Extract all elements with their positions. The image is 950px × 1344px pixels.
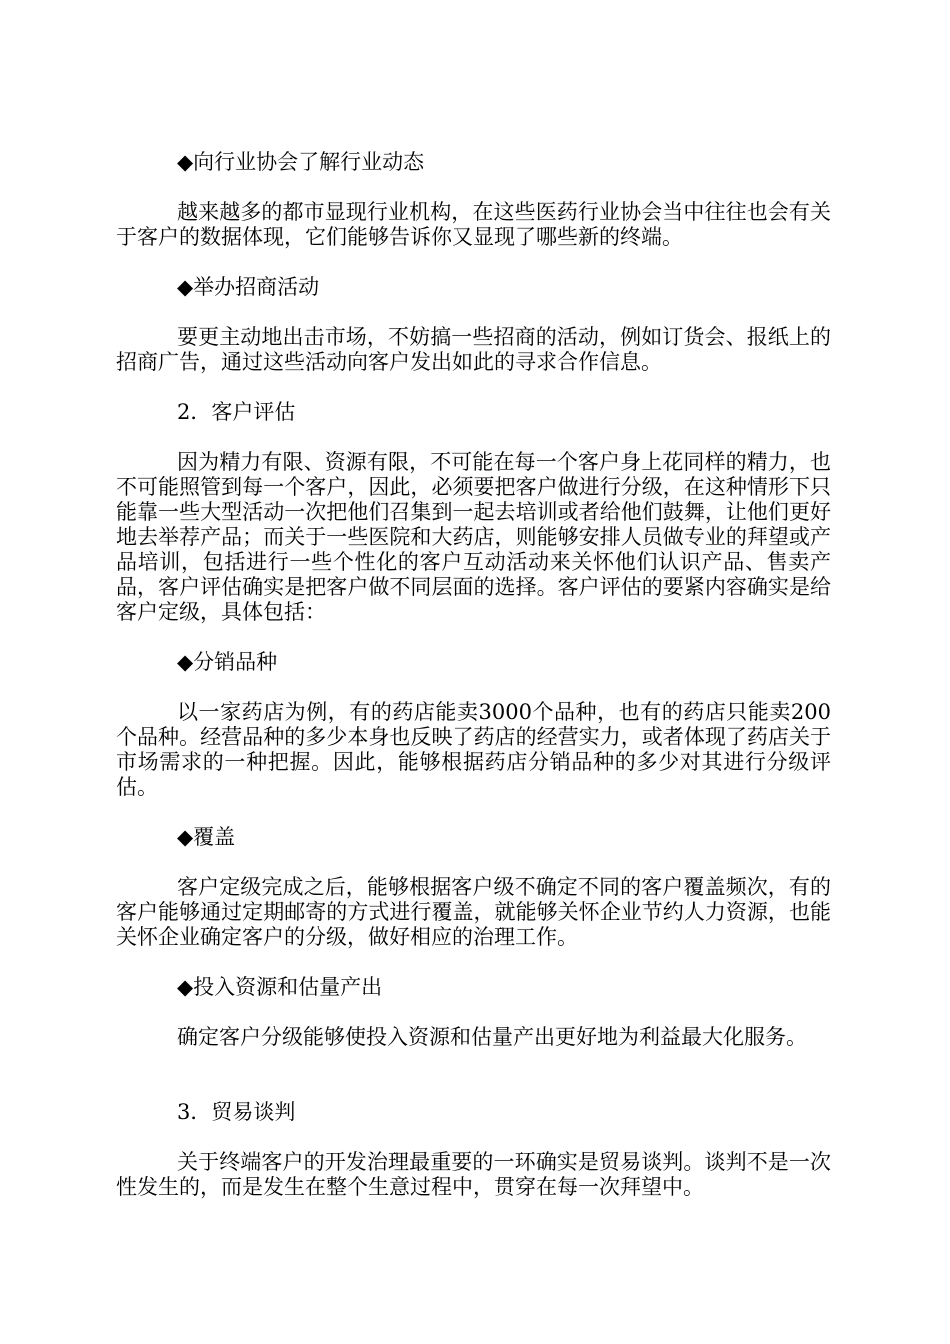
paragraph-industry-association: 越来越多的都市显现行业机构，在这些医药行业协会当中往往也会有关于客户的数据体现，它们能够告诉你又显现了哪些新的终端。 <box>116 200 831 249</box>
paragraph-coverage: 客户定级完成之后，能够根据客户级不确定不同的客户覆盖频次，有的客户能够通过定期邮寄的方式进行覆盖，就能够关怀企业节约人力资源，也能关怀企业确定客户的分级，做好相应的治理工作。 <box>116 875 831 949</box>
section-heading-customer-evaluation: 2．客户评估 <box>177 400 296 424</box>
section-heading-trade-negotiation: 3．贸易谈判 <box>177 1100 296 1124</box>
paragraph-customer-evaluation: 因为精力有限、资源有限，不可能在每一个客户身上花同样的精力，也不可能照管到每一个客户，因此，必须要把客户做进行分级，在这种情形下只能靠一些大型活动一次把他们召集到一起去培训或者给他们鼓舞，让他们更好地去举荐产品；而关于一些医院和大药店，则能够安排人员做专业的拜望或产品培训，包括进行一些个性化的客户互动活动来关怀他们认识产品、售卖产品，客户评估确实是把客户做不同层面的选择。客户评估的要紧内容确实是给客户定级，具体包括： <box>116 450 831 624</box>
section-heading-distribution-varieties: ◆分销品种 <box>177 650 278 674</box>
paragraph-distribution-varieties: 以一家药店为例，有的药店能卖3000个品种，也有的药店只能卖200个品种。经营品种的多少本身也反映了药店的经营实力，或者体现了药店关于市场需求的一种把握。因此，能够根据药店分销品种的多少对其进行分级评估。 <box>116 700 831 799</box>
section-heading-coverage: ◆覆盖 <box>177 825 236 849</box>
section-heading-resource-input: ◆投入资源和估量产出 <box>177 975 383 999</box>
section-heading-industry-association: ◆向行业协会了解行业动态 <box>177 150 425 174</box>
paragraph-trade-negotiation: 关于终端客户的开发治理最重要的一环确实是贸易谈判。谈判不是一次性发生的，而是发生在整个生意过程中，贯穿在每一次拜望中。 <box>116 1150 831 1199</box>
paragraph-resource-input: 确定客户分级能够使投入资源和估量产出更好地为利益最大化服务。 <box>177 1025 807 1049</box>
section-heading-investment-activities: ◆举办招商活动 <box>177 275 320 299</box>
paragraph-investment-activities: 要更主动地出击市场，不妨搞一些招商的活动，例如订货会、报纸上的招商广告，通过这些活动向客户发出如此的寻求合作信息。 <box>116 325 831 374</box>
